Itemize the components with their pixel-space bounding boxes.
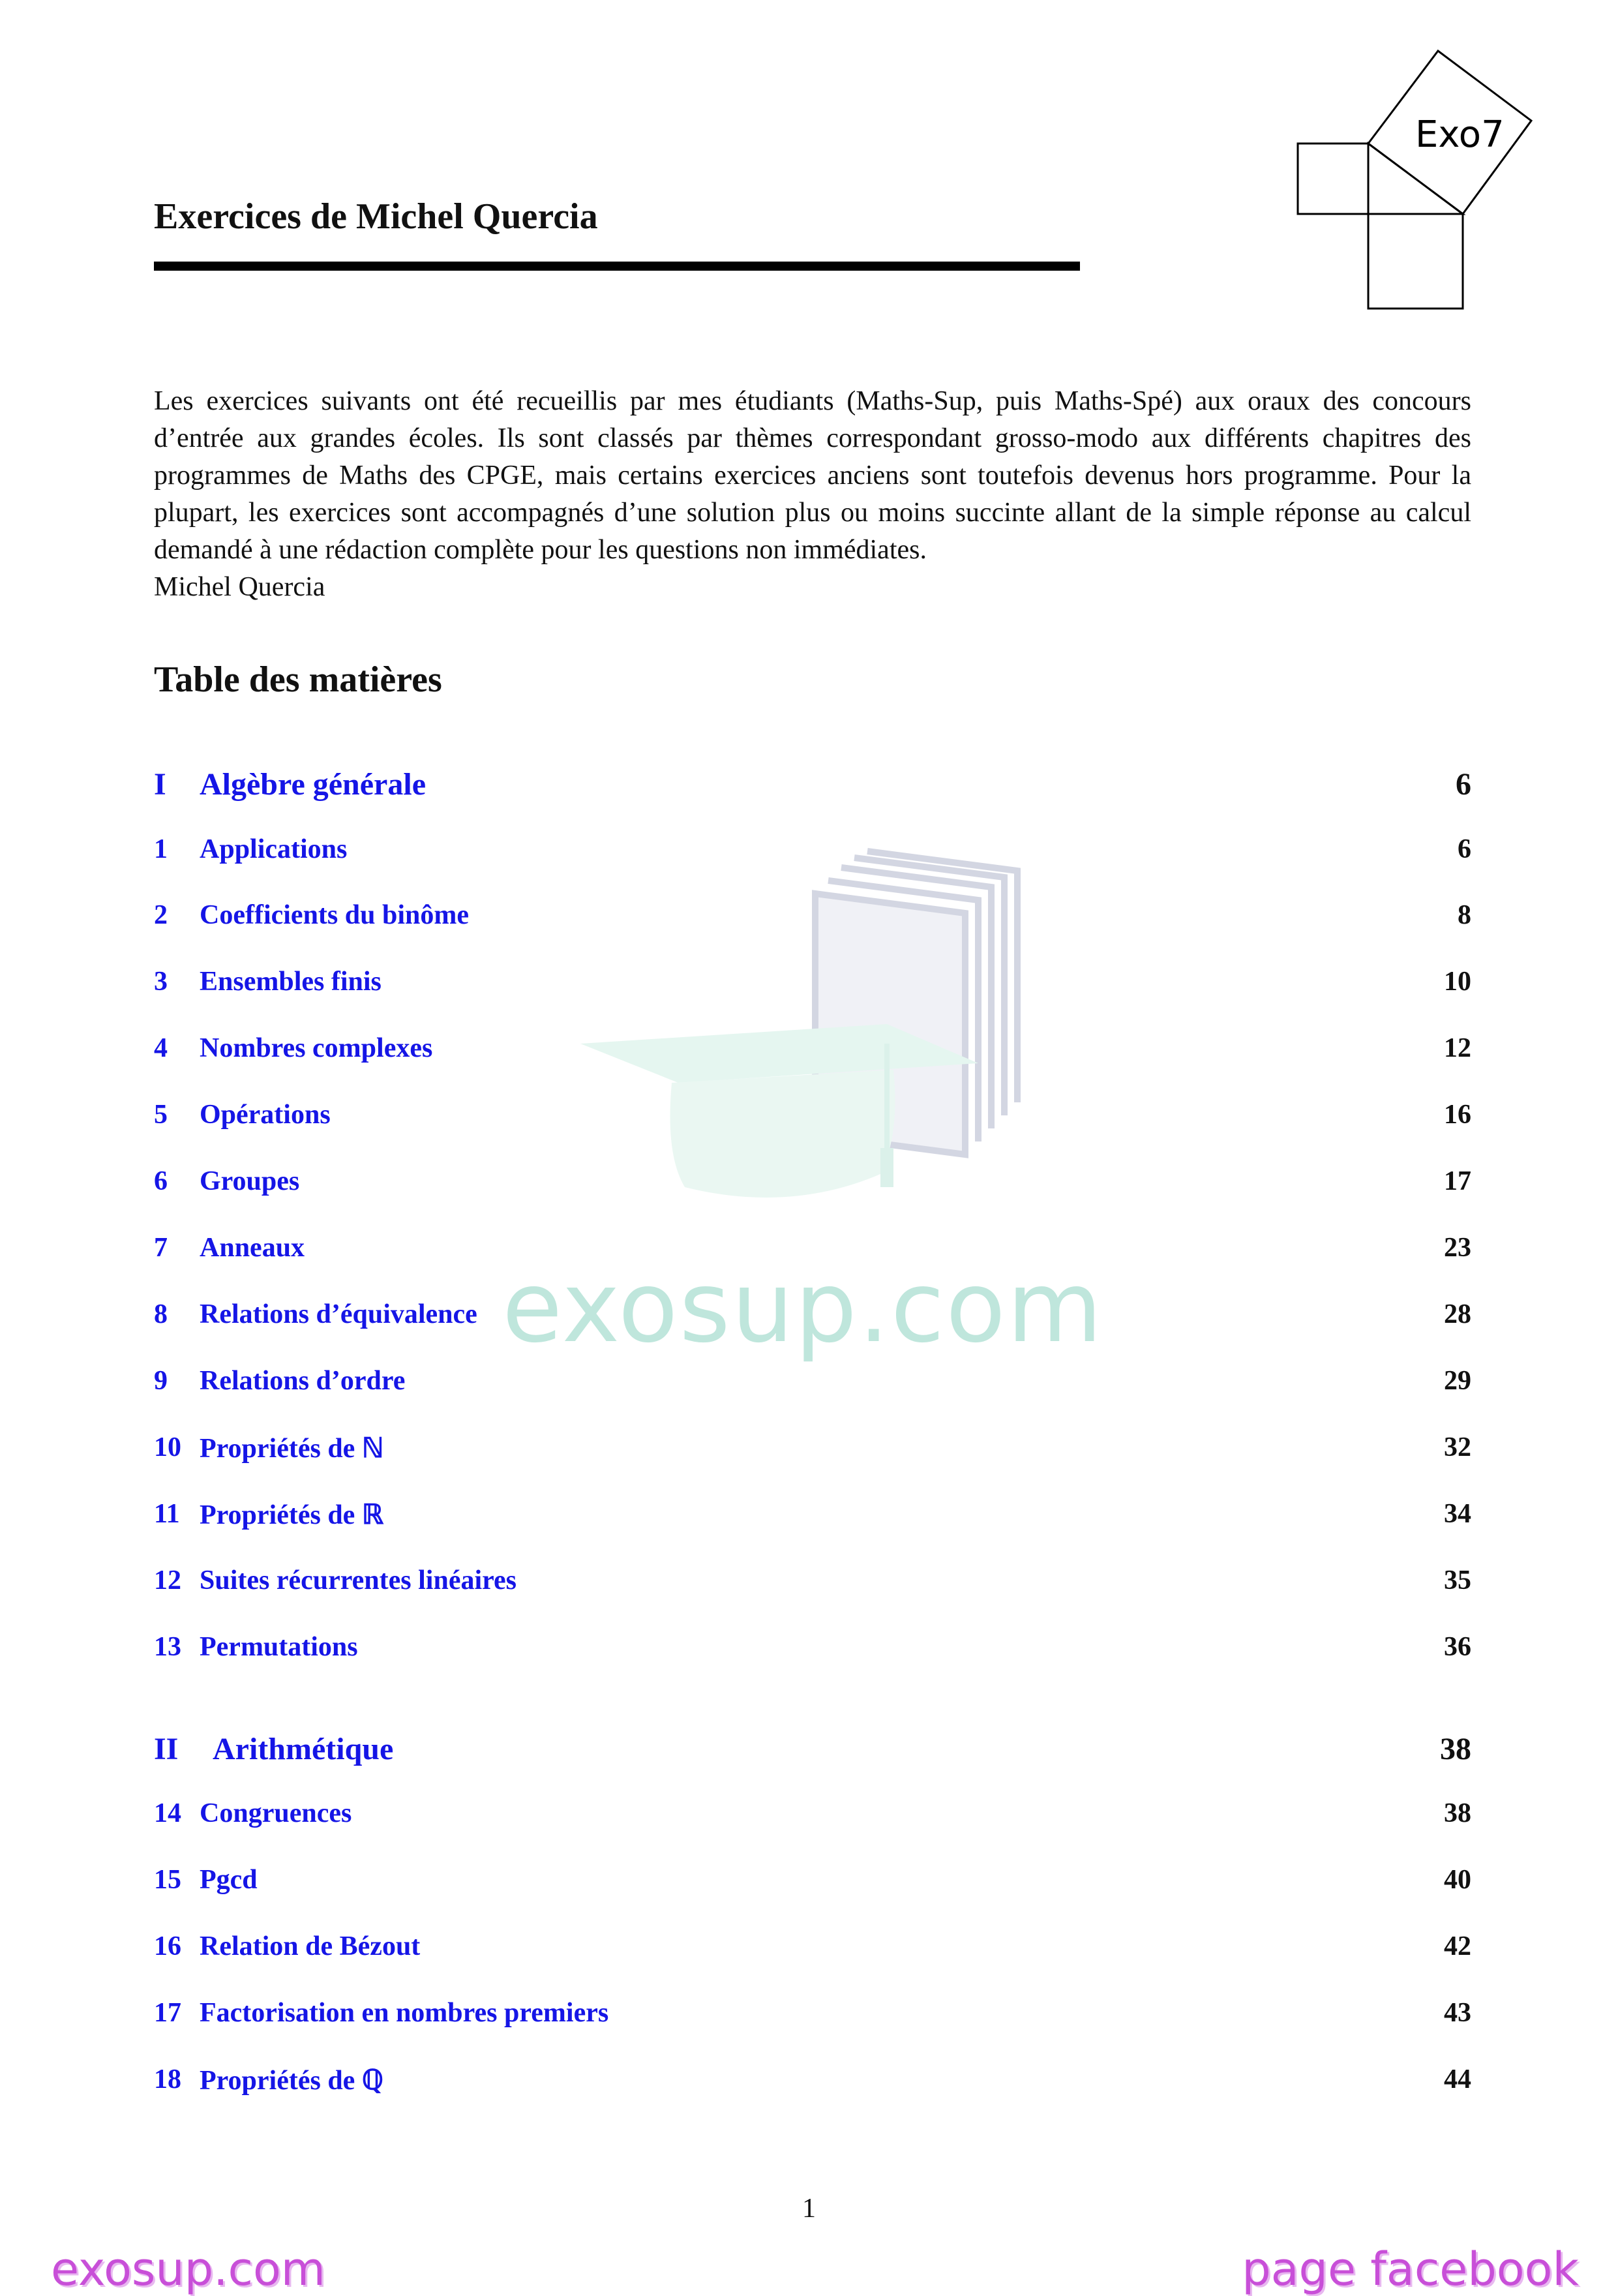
toc-entry-page: 40 bbox=[1444, 1865, 1471, 1895]
toc-chapter-entry[interactable] bbox=[154, 1631, 1471, 1673]
toc-part-entry[interactable] bbox=[154, 1731, 1471, 1773]
toc-entry-page: 32 bbox=[1444, 1432, 1471, 1462]
toc-chapter-entry[interactable] bbox=[154, 1931, 1471, 1972]
toc-entry-page: 8 bbox=[1458, 900, 1471, 930]
toc-entry-page: 6 bbox=[1458, 834, 1471, 864]
toc-entry-label[interactable]: Arithmétique bbox=[213, 1732, 394, 1766]
toc-entry-page: 43 bbox=[1444, 1998, 1471, 2028]
toc-chapter-entry[interactable] bbox=[154, 1365, 1471, 1407]
footer-link-exosup[interactable]: exosup.com bbox=[51, 2243, 325, 2296]
toc-entry-number: 6 bbox=[154, 1166, 168, 1196]
toc-entry-label[interactable]: Permutations bbox=[200, 1632, 358, 1662]
toc-chapter-entry[interactable] bbox=[154, 1033, 1471, 1074]
toc-entry-page: 36 bbox=[1444, 1632, 1471, 1662]
toc-entry-page: 38 bbox=[1444, 1798, 1471, 1828]
toc-entry-number: 1 bbox=[154, 834, 168, 864]
toc-chapter-entry[interactable] bbox=[154, 899, 1471, 941]
toc-chapter-entry[interactable] bbox=[154, 1498, 1471, 1540]
toc-chapter-entry[interactable] bbox=[154, 1166, 1471, 1207]
toc-entry-number: 11 bbox=[154, 1499, 180, 1529]
toc-entry-label[interactable]: Propriétés de ℚ bbox=[200, 2066, 383, 2096]
toc-entry-label[interactable]: Pgcd bbox=[200, 1865, 258, 1895]
intro-text: Les exercices suivants ont été recueillis par mes étudiants (Maths-Sup, puis Maths-Spé) aux oraux des concours d’entrée aux grandes écoles. Ils sont classés par thèmes correspondant grosso-modo aux différents chapitres des programmes de Maths des CPGE, mais certains exercices anciens sont toutefois devenus hors programme. Pour la plupart, les exercices sont accompagnés d’une solution plus ou moins succinte allant de la simple réponse au calcul demandé à une rédaction complète pour les questions non immédiates. bbox=[154, 386, 1471, 565]
toc-entry-number: II bbox=[154, 1732, 179, 1766]
toc-chapter-entry[interactable] bbox=[154, 1997, 1471, 2039]
toc-entry-number: 4 bbox=[154, 1033, 168, 1063]
toc-entry-page: 42 bbox=[1444, 1931, 1471, 1961]
toc-entry-label[interactable]: Algèbre générale bbox=[200, 767, 426, 802]
watermark-text: exosup.com bbox=[502, 1251, 1104, 1365]
toc-entry-label[interactable]: Groupes bbox=[200, 1166, 300, 1196]
toc-entry-label[interactable]: Ensembles finis bbox=[200, 967, 382, 997]
toc-entry-label[interactable]: Opérations bbox=[200, 1100, 331, 1130]
toc-entry-label[interactable]: Nombres complexes bbox=[200, 1033, 433, 1063]
toc-chapter-entry[interactable] bbox=[154, 966, 1471, 1008]
toc-entry-page: 12 bbox=[1444, 1033, 1471, 1063]
toc-entry-number: 13 bbox=[154, 1632, 181, 1662]
toc-entry-number: 9 bbox=[154, 1366, 168, 1396]
toc-entry-number: 10 bbox=[154, 1432, 181, 1462]
toc-chapter-entry[interactable] bbox=[154, 834, 1471, 875]
toc-entry-page: 34 bbox=[1444, 1499, 1471, 1529]
toc-entry-number: 18 bbox=[154, 2064, 181, 2094]
toc-entry-label[interactable]: Coefficients du binôme bbox=[200, 900, 469, 930]
toc-entry-number: 14 bbox=[154, 1798, 181, 1828]
toc-entry-label[interactable]: Relations d’équivalence bbox=[200, 1299, 477, 1329]
toc-entry-page: 17 bbox=[1444, 1166, 1471, 1196]
toc-chapter-entry[interactable] bbox=[154, 1099, 1471, 1141]
toc-entry-label[interactable]: Applications bbox=[200, 834, 348, 864]
toc-chapter-entry[interactable] bbox=[154, 1232, 1471, 1274]
toc-entry-page: 28 bbox=[1444, 1299, 1471, 1329]
toc-entry-number: 8 bbox=[154, 1299, 168, 1329]
toc-entry-number: 15 bbox=[154, 1865, 181, 1895]
toc-chapter-entry[interactable] bbox=[154, 1864, 1471, 1906]
toc-entry-label[interactable]: Suites récurrentes linéaires bbox=[200, 1565, 517, 1595]
toc-chapter-entry[interactable] bbox=[154, 1432, 1471, 1473]
table-of-contents bbox=[154, 0, 1471, 2152]
toc-entry-page: 23 bbox=[1444, 1233, 1471, 1263]
toc-chapter-entry[interactable] bbox=[154, 1565, 1471, 1607]
toc-chapter-entry[interactable] bbox=[154, 1798, 1471, 1839]
toc-entry-number: 17 bbox=[154, 1998, 181, 2028]
toc-entry-number: 5 bbox=[154, 1100, 168, 1130]
page-number: 1 bbox=[802, 2194, 816, 2224]
page-title: Exercices de Michel Quercia bbox=[154, 196, 598, 237]
toc-entry-page: 29 bbox=[1444, 1366, 1471, 1396]
toc-entry-number: I bbox=[154, 767, 166, 802]
toc-chapter-entry[interactable] bbox=[154, 1299, 1471, 1340]
toc-entry-number: 16 bbox=[154, 1931, 181, 1961]
toc-entry-number: 7 bbox=[154, 1233, 168, 1263]
toc-entry-page: 38 bbox=[1440, 1732, 1471, 1766]
toc-entry-page: 35 bbox=[1444, 1565, 1471, 1595]
toc-entry-label[interactable]: Anneaux bbox=[200, 1233, 305, 1263]
toc-entry-label[interactable]: Propriétés de ℕ bbox=[200, 1434, 384, 1464]
toc-entry-label[interactable]: Relations d’ordre bbox=[200, 1366, 406, 1396]
toc-entry-label[interactable]: Congruences bbox=[200, 1798, 352, 1828]
footer-link-facebook[interactable]: page facebook bbox=[1242, 2243, 1579, 2296]
toc-entry-label[interactable]: Relation de Bézout bbox=[200, 1931, 421, 1961]
toc-entry-number: 3 bbox=[154, 967, 168, 997]
author-name: Michel Quercia bbox=[154, 572, 325, 602]
exo7-logo-text: Exo7 bbox=[1415, 113, 1505, 156]
toc-entry-number: 12 bbox=[154, 1565, 181, 1595]
toc-chapter-entry[interactable] bbox=[154, 2064, 1471, 2106]
toc-entry-page: 44 bbox=[1444, 2064, 1471, 2094]
toc-heading: Table des matières bbox=[154, 659, 442, 700]
toc-entry-label[interactable]: Factorisation en nombres premiers bbox=[200, 1998, 609, 2028]
toc-part-entry[interactable] bbox=[154, 766, 1471, 808]
toc-entry-number: 2 bbox=[154, 900, 168, 930]
toc-entry-label[interactable]: Propriétés de ℝ bbox=[200, 1500, 384, 1530]
toc-entry-page: 16 bbox=[1444, 1100, 1471, 1130]
toc-entry-page: 6 bbox=[1456, 767, 1471, 802]
toc-entry-page: 10 bbox=[1444, 967, 1471, 997]
